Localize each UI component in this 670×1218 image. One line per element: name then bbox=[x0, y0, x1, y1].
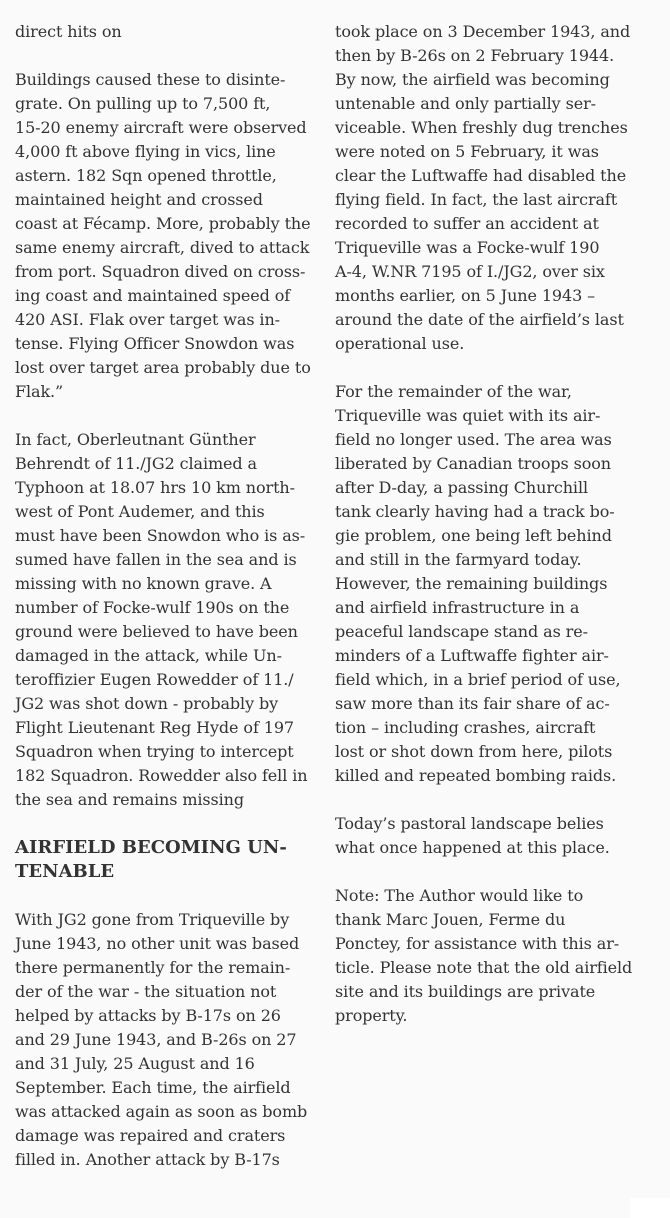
paragraph-jg2-gone: With JG2 gone from Triqueville by June 1943, no other unit was based there permanently for the remain- der of the war - the situation not helped by attacks by B-17s on 26 and 29 June 1943, and B-26s on 27 and 31 July, 25 August and 16 September. Each time, the airfield was attacked again as soon as bomb damage was repaired and craters filled in. Another attack by B-17s bbox=[15, 910, 308, 1169]
paragraph-quote-report: Buildings caused these to disinte- grate. On pulling up to 7,500 ft, 15-20 enemy aircraft were observed 4,000 ft above flying in vics, line astern. 182 Sqn opened throttle, maintained height and crossed coast at Fécamp. More, probably the same enemy aircraft, dived to attack from port. Squadron dived on cross- ing coast and maintained speed of 420 ASI. Flak over target was in- tense. Flying Officer Snowdon was lost over target area probably due to Flak.” bbox=[15, 70, 311, 401]
section-heading: AIRFIELD BECOMING UN- TENABLE bbox=[15, 837, 287, 882]
page-corner-patch bbox=[630, 1198, 670, 1218]
paragraph-behrendt-claim: In fact, Oberleutnant Günther Behrendt of 11./JG2 claimed a Typhoon at 18.07 hrs 10 km north- west of Pont Audemer, and this must have been Snowdon who is as- sumed have fallen in the sea and is missing with no known grave. A number of Focke-wulf 190s on the ground were believed to have been damaged in the attack, while Un- teroffizier Eugen Rowedder of 11./ JG2 was shot down - probably by Flight Lieutenant Reg Hyde of 197 Squadron when trying to intercept 182 Squadron. Rowedder also fell in the sea and remains missing bbox=[15, 430, 308, 809]
paragraph-remainder-of-war: For the remainder of the war, Triqueville was quiet with its air- field no longer used. The area was liberated by Canadian troops soon after D-day, a passing Churchill tank clearly having had a track bo- gie problem, one being left behind and still in the farmyard today. However, the remaining buildings and airfield infrastructure in a peaceful landscape stand as re- minders of a Luftwaffe fighter air- field which, in a brief period of use, saw more than its fair share of ac- tion – including crashes, aircraft lost or shot down from here, pilots killed and repeated bombing raids. bbox=[335, 382, 621, 785]
paragraph-author-note: Note: The Author would like to thank Marc Jouen, Ferme du Ponctey, for assistance with this ar- ticle. Please note that the old airfield site and its buildings are private property. bbox=[335, 886, 633, 1025]
left-column bbox=[15, 20, 323, 1196]
right-column bbox=[335, 20, 643, 1052]
paragraph-direct-hits: direct hits on bbox=[15, 22, 122, 41]
paragraph-december-attack: took place on 3 December 1943, and then by B-26s on 2 February 1944. By now, the airfield was becoming untenable and only partially ser- viceable. When freshly dug trenches were noted on 5 February, it was clear the Luftwaffe had disabled the flying field. In fact, the last aircraft recorded to suffer an accident at Triqueville was a Focke-wulf 190 A-4, W.NR 7195 of I./JG2, over six months earlier, on 5 June 1943 – around the date of the airfield’s last operational use. bbox=[335, 22, 631, 353]
paragraph-pastoral-landscape: Today’s pastoral landscape belies what once happened at this place. bbox=[335, 814, 610, 857]
